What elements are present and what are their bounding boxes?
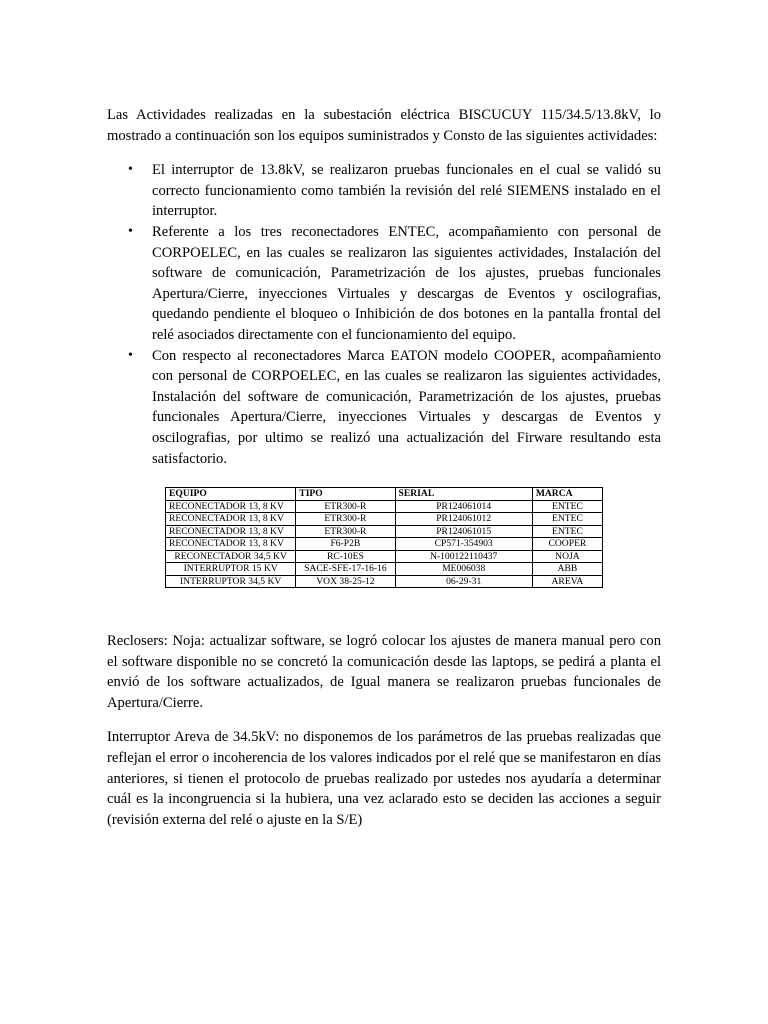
cell-serial: ME006038: [395, 563, 532, 576]
cell-marca: ENTEC: [532, 525, 602, 538]
header-equipo: EQUIPO: [166, 488, 296, 501]
cell-serial: PR124061015: [395, 525, 532, 538]
cell-marca: ENTEC: [532, 513, 602, 526]
table-row: [166, 575, 603, 588]
cell-tipo: RC-10ES: [296, 550, 395, 563]
equipment-table-wrapper: [165, 487, 661, 588]
cell-equipo: INTERRUPTOR 34,5 KV: [166, 575, 296, 588]
cell-marca: COOPER: [532, 538, 602, 551]
list-item-text: Referente a los tres reconectadores ENTEC, acompañamiento con personal de CORPOELEC, en las cuales se realizaron las siguientes actividades, Instalación del software de comunicación, Parametrización de los ajustes, pruebas funcionales Apertura/Cierre, inyecciones Virtuales y descargas de Eventos y oscilografias, quedando pendiente el bloqueo o Inhibición de dos botones en la pantalla frontal del relé asociados directamente con el funcionamiento del equipo.: [152, 223, 661, 343]
cell-serial: 06-29-31: [395, 575, 532, 588]
cell-serial: PR124061012: [395, 513, 532, 526]
list-item-text: Con respecto al reconectadores Marca EATON modelo COOPER, acompañamiento con personal de CORPOELEC, en las cuales se realizaron las siguientes actividades, Instalación del software de comunicación, Parametrización de los ajustes, pruebas funcionales Apertura/Cierre, inyecciones Virtuales y descargas de Eventos y oscilografias, por ultimo se realizó una actualización del Firware resultando esta satisfactorio.: [152, 347, 661, 467]
cell-tipo: SACE-SFE-17-16-16: [296, 563, 395, 576]
table-row: [166, 538, 603, 551]
cell-tipo: ETR300-R: [296, 513, 395, 526]
cell-marca: ABB: [532, 563, 602, 576]
table-row: [166, 550, 603, 563]
cell-serial: CP571-354903: [395, 538, 532, 551]
cell-marca: NOJA: [532, 550, 602, 563]
list-item: [107, 160, 661, 222]
intro-paragraph: Las Actividades realizadas en la subestación eléctrica BISCUCUY 115/34.5/13.8kV, lo mostrado a continuación son los equipos suministrados y Consto de las siguientes actividades:: [107, 107, 661, 144]
list-item-text: El interruptor de 13.8kV, se realizaron pruebas funcionales en el cual se validó su correcto funcionamiento como también la revisión del relé SIEMENS instalado en el interruptor.: [152, 162, 661, 220]
header-marca: MARCA: [532, 488, 602, 501]
cell-equipo: INTERRUPTOR 15 KV: [166, 563, 296, 576]
cell-tipo: ETR300-R: [296, 525, 395, 538]
header-tipo: TIPO: [296, 488, 395, 501]
reclosers-paragraph: Reclosers: Noja: actualizar software, se logró colocar los ajustes de manera manual pero con el software disponible no se concretó la comunicación desde las laptops, se pedirá a planta el envió de los software actualizados, de Igual manera se realizaron pruebas funcionales de Apertura/Cierre.: [107, 633, 661, 711]
cell-equipo: RECONECTADOR 13, 8 KV: [166, 538, 296, 551]
table-header-row: [166, 488, 603, 501]
cell-tipo: ETR300-R: [296, 500, 395, 513]
cell-tipo: VOX 38-25-12: [296, 575, 395, 588]
cell-marca: AREVA: [532, 575, 602, 588]
cell-equipo: RECONECTADOR 34,5 KV: [166, 550, 296, 563]
list-item: [107, 222, 661, 346]
bullet-icon: •: [128, 162, 133, 178]
cell-equipo: RECONECTADOR 13, 8 KV: [166, 525, 296, 538]
areva-paragraph: Interruptor Areva de 34.5kV: no disponemos de los parámetros de las pruebas realizadas que reflejan el error o incoherencia de los valores indicados por el relé que se manifestaron en días anteriores, si tienen el protocolo de pruebas realizado por ustedes nos ayudaría a determinar cuál es la incongruencia si la hubiera, una vez aclarado esto se deciden las acciones a seguir (revisión externa del relé o ajuste en la S/E): [107, 729, 661, 828]
table-row: [166, 513, 603, 526]
bullet-icon: •: [128, 347, 133, 363]
cell-equipo: RECONECTADOR 13, 8 KV: [166, 500, 296, 513]
table-row: [166, 563, 603, 576]
cell-marca: ENTEC: [532, 500, 602, 513]
list-item: [107, 346, 661, 470]
bullet-icon: •: [128, 223, 133, 239]
cell-serial: N-100122110437: [395, 550, 532, 563]
table-row: [166, 500, 603, 513]
table-row: [166, 525, 603, 538]
document-body: [107, 105, 661, 830]
header-serial: SERIAL: [395, 488, 532, 501]
activities-list: [107, 160, 661, 469]
cell-equipo: RECONECTADOR 13, 8 KV: [166, 513, 296, 526]
equipment-table: [165, 487, 603, 588]
cell-tipo: F6-P2B: [296, 538, 395, 551]
cell-serial: PR124061014: [395, 500, 532, 513]
